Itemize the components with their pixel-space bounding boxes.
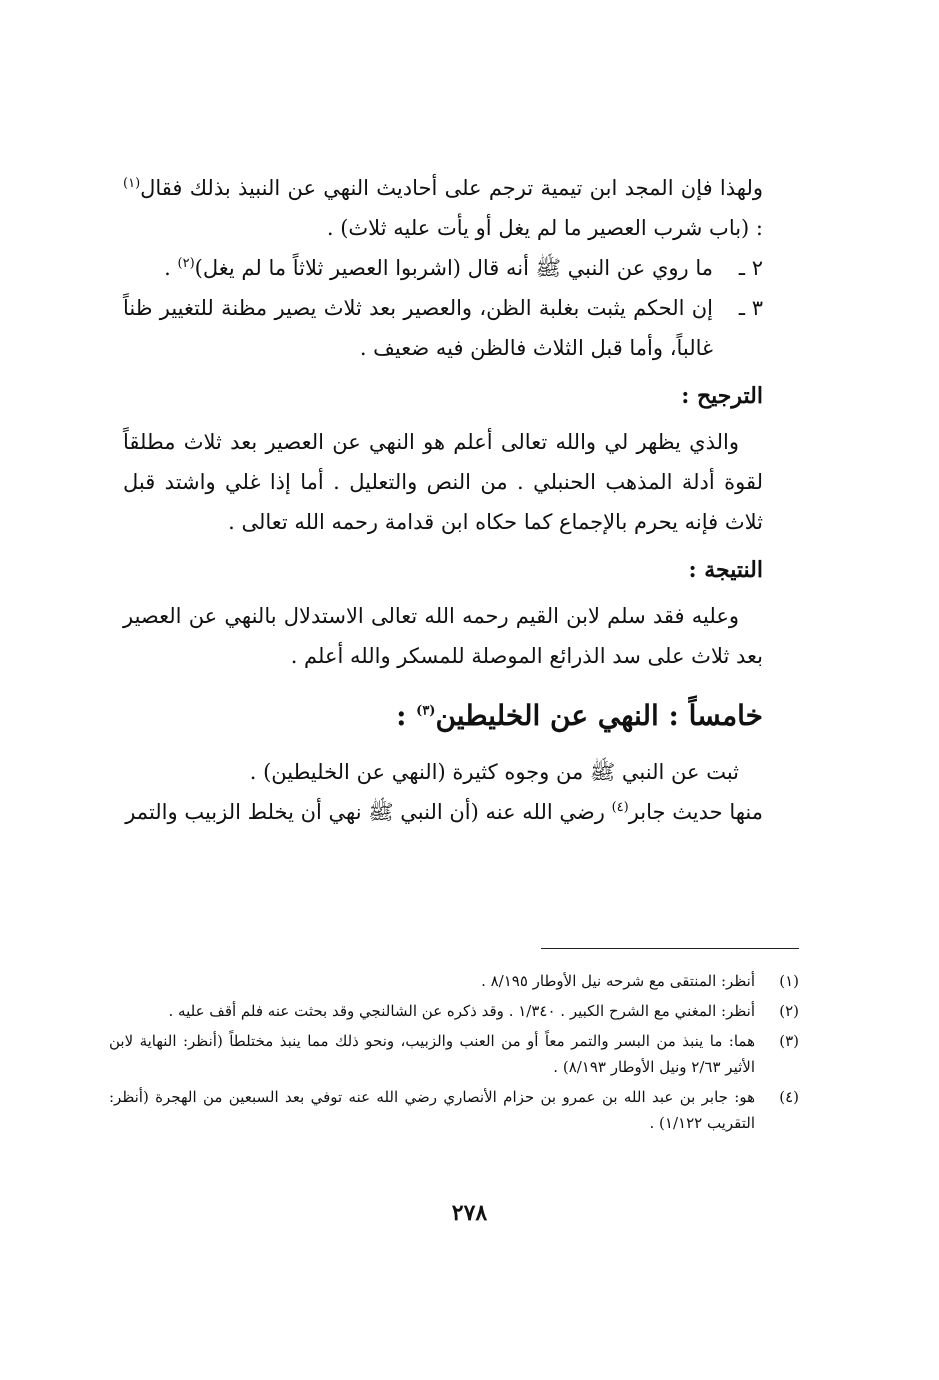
item-text-end: . [164, 256, 178, 280]
heading-end: : [396, 699, 417, 732]
heading-tarjih: الترجيح : [681, 383, 763, 409]
numbered-item-3 [123, 288, 763, 368]
footnote-text: هما: ما ينبذ من البسر والتمر معاً أو من العنب والزبيب، ونحو ذلك مما ينبذ مختلطاً (أنظر: النهاية لابن الأثير ٢/٦٣ ونيل الأوطار ٨/١٩٣) . [109, 1032, 755, 1076]
item-number: ٢ ـ [738, 256, 763, 280]
heading-khamis [123, 692, 763, 740]
footnotes [109, 968, 799, 1140]
paragraph-natija: وعليه فقد سلم لابن القيم رحمه الله تعالى الاستدلال بالنهي عن العصير بعد ثلاث على سد الذرائع الموصلة للمسكر والله أعلم . [123, 604, 763, 668]
item-number: ٣ ـ [738, 296, 763, 320]
main-text [123, 168, 763, 832]
footnote-ref: (٤) [611, 800, 629, 815]
paragraph-tarjih: والذي يظهر لي والله تعالى أعلم هو النهي عن العصير بعد ثلاث مطلقاً لقوة أدلة المذهب الحنبلي . من النص والتعليل . أما إذا غلي واشتد قبل ثلاث فإنه يحرم بالإجماع كما حكاه ابن قدامة رحمه الله تعالى . [123, 430, 763, 534]
footnote-1 [109, 968, 799, 994]
footnote-divider [541, 948, 799, 949]
paragraph-text: منها حديث جابر [628, 800, 763, 824]
footnote-text: أنظر: المغني مع الشرح الكبير . ١/٣٤٠ . وقد ذكره عن الشالنجي وقد بحثت عنه فلم أقف عليه . [168, 1002, 755, 1020]
footnote-ref: (٣) [416, 703, 436, 719]
item-text-main: ما روي عن النبي ﷺ أنه قال (اشربوا العصير ثلاثاً ما لم يغل) [194, 256, 713, 280]
page-number: ٢٧٨ [451, 1200, 488, 1226]
paragraph-text: رضي الله عنه (أن النبي ﷺ نهي أن يخلط الزبيب والتمر [125, 800, 612, 824]
footnote-2 [109, 998, 799, 1024]
item-text [123, 248, 713, 288]
footnote-3 [109, 1028, 799, 1080]
footnote-number: (٤) [779, 1088, 799, 1106]
footnote-number: (١) [779, 972, 799, 990]
paragraph-khamis-2 [123, 792, 763, 832]
footnote-4 [109, 1084, 799, 1136]
footnote-ref: (٢) [177, 256, 195, 271]
numbered-item-2 [123, 248, 763, 288]
footnote-text: هو: جابر بن عبد الله بن عمرو بن حزام الأنصاري رضي الله عنه توفي بعد السبعين من الهجرة (أنظر: التقريب ١/١٢٢) . [109, 1088, 755, 1132]
footnote-ref: (١) [123, 176, 141, 191]
heading-text: خامساً : النهي عن الخليطين [435, 699, 763, 732]
paragraph-text: : (باب شرب العصير ما لم يغل أو يأت عليه ثلاث) . [326, 216, 763, 240]
paragraph-text: ولهذا فإن المجد ابن تيمية ترجم على أحاديث النهي عن النبيذ بذلك فقال [140, 176, 763, 200]
item-text: إن الحكم يثبت بغلبة الظن، والعصير بعد ثلاث يصير مظنة للتغيير ظناً غالباً، وأما قبل الثلاث فالظن فيه ضعيف . [123, 296, 713, 360]
footnote-text: أنظر: المنتقى مع شرحه نيل الأوطار ٨/١٩٥ . [481, 972, 755, 990]
footnote-number: (٢) [779, 1002, 799, 1020]
paragraph-intro [123, 168, 763, 248]
footnote-number: (٣) [779, 1032, 799, 1050]
heading-natija: النتيجة : [688, 557, 763, 583]
paragraph-khamis-1: ثبت عن النبي ﷺ من وجوه كثيرة (النهي عن الخليطين) . [249, 760, 739, 784]
